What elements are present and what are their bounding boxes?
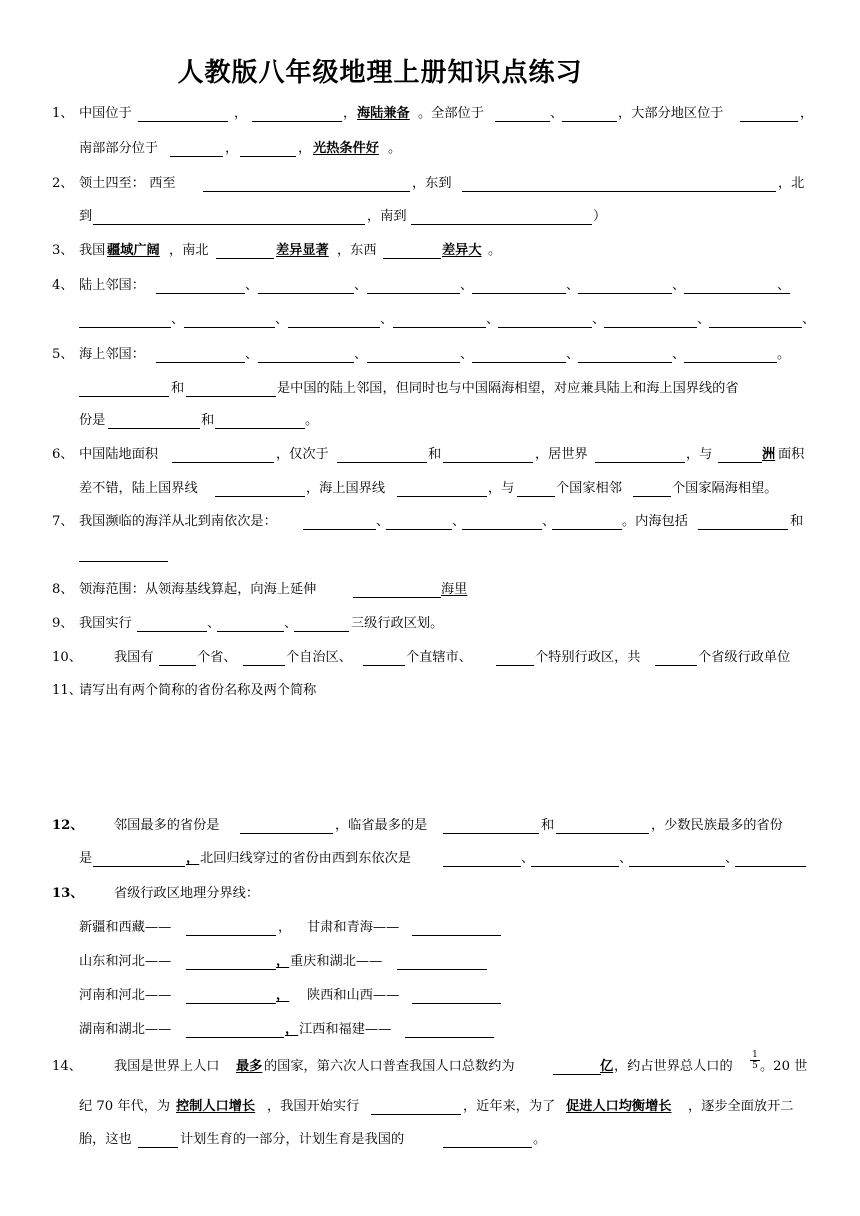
- q6-blank-9[interactable]: [633, 479, 671, 497]
- q4-line2: [0, 310, 860, 330]
- q14-text-j: ，近年来，为了: [463, 1099, 556, 1114]
- q11-text-a: 请写出有两个简称的省份名称及两个简称: [79, 683, 317, 698]
- q9-blank-3[interactable]: [294, 614, 349, 632]
- q5-blank-1[interactable]: [156, 345, 245, 363]
- q12-blank-6[interactable]: [531, 849, 619, 867]
- q9-text-b: 三级行政区划。: [351, 616, 444, 631]
- q6-blank-1[interactable]: [172, 445, 274, 463]
- q3-keyword-ns: 差异显著: [276, 243, 329, 258]
- q10-text-a: 我国有: [114, 650, 154, 665]
- q3-line: [0, 241, 860, 261]
- q12-line1: [0, 816, 860, 836]
- q4-sep: 、: [275, 312, 289, 327]
- q2-text-a: 领土四至： 西至: [79, 176, 176, 191]
- q5-blank-5[interactable]: [578, 345, 672, 363]
- q4-line1: [0, 276, 860, 296]
- q4-blank-6[interactable]: [684, 276, 777, 294]
- q2-text-f: ）: [593, 209, 607, 224]
- q8-number: 8、: [52, 582, 74, 597]
- q13-blank-4[interactable]: [397, 952, 487, 970]
- q10-text-f: 个省级行政单位: [698, 650, 791, 665]
- q9-number: 9、: [52, 616, 74, 631]
- q13-row-left: 河南和河北——: [79, 988, 172, 1003]
- q14-blank-1[interactable]: [553, 1057, 601, 1075]
- q10-blank-3[interactable]: [363, 648, 405, 666]
- q5-blank-7[interactable]: [79, 379, 169, 397]
- q13-blank-2[interactable]: [412, 918, 501, 936]
- q9-line: [0, 614, 860, 634]
- q7-blank-3[interactable]: [462, 512, 542, 530]
- q1-blank-6[interactable]: [170, 139, 223, 157]
- q13-blank-5[interactable]: [186, 986, 276, 1004]
- q5-blank-8[interactable]: [186, 379, 276, 397]
- q1-text-i: ，: [298, 141, 312, 156]
- q14-text-n: 计划生育的一部分，计划生育是我国的: [180, 1132, 405, 1147]
- q14-text-c: 的国家，第六次人口普查我国人口总数约为: [264, 1059, 515, 1074]
- q13-row-left: 山东和河北——: [79, 954, 172, 969]
- q5-end: 。: [777, 347, 791, 362]
- q5-line3: [0, 411, 860, 431]
- q6-blank-4[interactable]: [595, 445, 685, 463]
- q2-line2: [0, 207, 860, 227]
- q1-text-a: 中国位于: [79, 106, 132, 121]
- q14-keyword-yi: 亿: [600, 1059, 614, 1074]
- q14-fraction-denominator: 5: [752, 1061, 758, 1071]
- q4-sep: 、: [354, 278, 368, 293]
- q14-line3: [0, 1130, 860, 1150]
- q1-text-k: 。: [388, 141, 402, 156]
- q6-text-i: ，海上国界线: [306, 481, 386, 496]
- q7-blank-6[interactable]: [79, 544, 168, 562]
- q7-blank-5[interactable]: [698, 512, 788, 530]
- q5-text-c: 是中国的陆上邻国，但同时也与中国隔海相望，对应兼具陆上和海上国界线的省: [277, 381, 739, 396]
- q4-blank-11[interactable]: [498, 310, 592, 328]
- q5-blank-10[interactable]: [215, 411, 305, 429]
- q8-line: [0, 580, 860, 600]
- q6-text-j: ，与: [488, 481, 515, 496]
- q2-blank-west[interactable]: [203, 174, 410, 192]
- q13-row-left: 湖南和湖北——: [79, 1022, 172, 1037]
- q7-number: 7、: [52, 514, 74, 529]
- q13-row: [0, 986, 860, 1006]
- q4-blank-7[interactable]: [79, 310, 171, 328]
- q2-blank-north[interactable]: [93, 207, 365, 225]
- q6-text-e: ，与: [686, 447, 713, 462]
- q3-text-c: ，南北: [169, 243, 209, 258]
- q1-line2: [0, 139, 860, 159]
- q12-number: 12、: [52, 818, 84, 833]
- q5-sep: 、: [245, 347, 259, 362]
- q1-number: 1、: [52, 106, 74, 121]
- q5-text-e: 和: [201, 413, 215, 428]
- q7-blank-2[interactable]: [386, 512, 452, 530]
- q12-text-g: 北回归线穿过的省份由西到东依次是: [200, 851, 411, 866]
- q6-text-k: 个国家相邻: [556, 481, 622, 496]
- q1-comma-2: ，: [343, 106, 357, 121]
- q13-row-right: 江西和福建——: [299, 1022, 392, 1037]
- q10-text-d: 个直辖市、: [406, 650, 472, 665]
- q6-line2: [0, 479, 860, 499]
- q5-blank-6[interactable]: [684, 345, 777, 363]
- q4-sep: 、: [460, 278, 474, 293]
- q7-blank-4[interactable]: [552, 512, 622, 530]
- q2-text-c: ，北: [778, 176, 805, 191]
- q7-line1: [0, 512, 860, 532]
- q4-text-a: 陆上邻国：: [79, 278, 145, 293]
- q5-sep: 、: [672, 347, 686, 362]
- q1-blank-7[interactable]: [240, 139, 296, 157]
- q1-text-h: ，: [225, 141, 239, 156]
- q13-row-left: 新疆和西藏——: [79, 920, 172, 935]
- q2-blank-south[interactable]: [411, 207, 592, 225]
- q4-blank-1[interactable]: [156, 276, 245, 294]
- q5-blank-3[interactable]: [367, 345, 460, 363]
- q9-sep: 、: [207, 616, 221, 631]
- q14-blank-4[interactable]: [443, 1130, 532, 1148]
- q14-text-l: ，逐步全面放开二: [688, 1099, 794, 1114]
- q7-line2: [0, 544, 860, 564]
- q6-blank-7[interactable]: [397, 479, 487, 497]
- q6-number: 6、: [52, 447, 74, 462]
- q6-blank-6[interactable]: [215, 479, 305, 497]
- q4-blank-9[interactable]: [288, 310, 380, 328]
- q4-sep: 、: [672, 278, 686, 293]
- q10-text-e: 个特别行政区，共: [535, 650, 641, 665]
- q4-blank-13[interactable]: [709, 310, 802, 328]
- q1-sep-d: 、: [550, 106, 564, 121]
- q8-text-b: 海里: [441, 582, 468, 597]
- q10-text-b: 个省、: [197, 650, 237, 665]
- q4-blank-10[interactable]: [393, 310, 486, 328]
- q4-blank-5[interactable]: [578, 276, 672, 294]
- q2-blank-east[interactable]: [462, 174, 776, 192]
- q1-line1: [0, 104, 860, 124]
- q8-text-a: 领海范围：从领海基线算起，向海上延伸: [79, 582, 317, 597]
- q1-blank-4[interactable]: [562, 104, 617, 122]
- q6-blank-2[interactable]: [337, 445, 427, 463]
- q1-keyword-light-heat: 光热条件好: [313, 141, 379, 156]
- q13-blank-7[interactable]: [186, 1020, 284, 1038]
- q13-row-mid: ，: [285, 1022, 299, 1037]
- q14-text-e: ，约占世界总人口的: [614, 1059, 733, 1074]
- q1-blank-2[interactable]: [252, 104, 342, 122]
- q6-text-h: 差不错，陆上国界线: [79, 481, 198, 496]
- q12-blank-4[interactable]: [93, 849, 185, 867]
- q1-blank-5[interactable]: [740, 104, 798, 122]
- q10-number: 10、: [52, 650, 82, 665]
- q3-keyword-vast: 疆域广阔: [107, 243, 160, 258]
- q6-keyword-continent: 洲: [762, 447, 776, 462]
- q13-row-mid: ，: [276, 954, 290, 969]
- q4-sep: 、: [777, 278, 791, 293]
- q6-text-b: ，仅次于: [276, 447, 329, 462]
- q3-text-g: 。: [488, 243, 502, 258]
- q4-sep: 、: [486, 312, 500, 327]
- q2-text-e: ，南到: [367, 209, 407, 224]
- q7-text-c: 和: [790, 514, 804, 529]
- q10-line: [0, 648, 860, 668]
- q3-blank-1[interactable]: [216, 241, 274, 259]
- q2-text-b: ，东到: [412, 176, 452, 191]
- page-title: 人教版八年级地理上册知识点练习: [177, 58, 583, 88]
- q5-sep: 、: [354, 347, 368, 362]
- q5-line2: [0, 379, 860, 399]
- q6-blank-3[interactable]: [443, 445, 533, 463]
- q7-blank-1[interactable]: [303, 512, 376, 530]
- q3-number: 3、: [52, 243, 74, 258]
- q4-blank-8[interactable]: [184, 310, 275, 328]
- q14-text-g: 纪 70 年代，为: [79, 1099, 171, 1114]
- q14-line2: [0, 1097, 860, 1117]
- q14-fraction-numerator: 1: [750, 1051, 760, 1061]
- q5-number: 5、: [52, 347, 74, 362]
- q12-blank-3[interactable]: [556, 816, 649, 834]
- q13-number: 13、: [52, 886, 84, 901]
- q5-text-f: 。: [305, 413, 319, 428]
- q5-line1: [0, 345, 860, 365]
- q12-text-f: ，: [186, 851, 200, 866]
- q4-blank-3[interactable]: [367, 276, 460, 294]
- q1-comma-1: ，: [234, 106, 248, 121]
- q13-blank-1[interactable]: [186, 918, 276, 936]
- q11-line: [0, 681, 860, 701]
- q4-blank-2[interactable]: [258, 276, 354, 294]
- q6-text-c: 和: [428, 447, 442, 462]
- q5-sep: 、: [460, 347, 474, 362]
- q1-blank-1[interactable]: [138, 104, 228, 122]
- q6-text-g: 面积: [778, 447, 805, 462]
- q4-sep: 、: [592, 312, 606, 327]
- q2-line1: [0, 174, 860, 194]
- q14-blank-2[interactable]: [371, 1097, 461, 1115]
- q4-sep: 、: [697, 312, 711, 327]
- q13-text-a: 省级行政区地理分界线：: [114, 886, 260, 901]
- q12-text-e: 是: [79, 851, 93, 866]
- q7-text-b: 。内海包括: [622, 514, 688, 529]
- q4-sep: 、: [380, 312, 394, 327]
- q6-text-d: ，居世界: [535, 447, 588, 462]
- q6-text-l: 个国家隔海相望。: [672, 481, 778, 496]
- q12-line2: [0, 849, 860, 869]
- q5-text-a: 海上邻国：: [79, 347, 145, 362]
- q12-blank-5[interactable]: [443, 849, 521, 867]
- q9-blank-2[interactable]: [217, 614, 284, 632]
- q13-blank-6[interactable]: [412, 986, 501, 1004]
- q8-blank-1[interactable]: [353, 580, 441, 598]
- q3-keyword-ew: 差异大: [442, 243, 482, 258]
- q9-sep: 、: [284, 616, 298, 631]
- q4-blank-tail: [777, 276, 790, 294]
- q14-text-f: 。20 世: [760, 1059, 808, 1074]
- q4-blank-4[interactable]: [472, 276, 566, 294]
- q6-blank-8[interactable]: [517, 479, 555, 497]
- q14-line1: [0, 1050, 860, 1077]
- q1-text-f: ，: [800, 106, 814, 121]
- q13-row-right: 重庆和湖北——: [290, 954, 383, 969]
- q13-line-head: [0, 884, 860, 904]
- q12-sep: 、: [725, 851, 739, 866]
- q10-blank-4[interactable]: [496, 648, 534, 666]
- q13-row-right: 陕西和山西——: [307, 988, 400, 1003]
- q2-text-d: 到: [79, 209, 93, 224]
- q13-row-right: 甘肃和青海——: [307, 920, 400, 935]
- q7-text-a: 我国濒临的海洋从北到南依次是：: [79, 514, 277, 529]
- q14-keyword-balance: 促进人口均衡增长: [566, 1099, 672, 1114]
- q12-blank-8[interactable]: [735, 849, 806, 867]
- q9-text-a: 我国实行: [79, 616, 132, 631]
- q6-blank-5[interactable]: [718, 445, 762, 463]
- q1-keyword-sea-land: 海陆兼备: [357, 106, 410, 121]
- q12-blank-2[interactable]: [443, 816, 539, 834]
- q3-text-e: ，东西: [337, 243, 377, 258]
- q12-text-c: 和: [541, 818, 555, 833]
- q5-blank-9[interactable]: [108, 411, 200, 429]
- q12-blank-1[interactable]: [240, 816, 333, 834]
- q13-row: [0, 1020, 860, 1040]
- q13-blank-8[interactable]: [405, 1020, 494, 1038]
- q10-blank-1[interactable]: [159, 648, 196, 666]
- q4-number: 4、: [52, 278, 74, 293]
- q2-number: 2、: [52, 176, 74, 191]
- q4-sep: 、: [802, 312, 816, 327]
- q10-blank-2[interactable]: [243, 648, 285, 666]
- q9-blank-1[interactable]: [137, 614, 207, 632]
- q6-text-a: 中国陆地面积: [79, 447, 159, 462]
- q13-blank-3[interactable]: [186, 952, 276, 970]
- q13-row-mid: ，: [278, 920, 292, 935]
- q1-text-e: ，大部分地区位于: [618, 106, 724, 121]
- q11-number: 11、: [52, 683, 82, 698]
- q5-sep: 、: [566, 347, 580, 362]
- q14-text-o: 。: [533, 1132, 547, 1147]
- q14-keyword-most: 最多: [236, 1059, 263, 1074]
- q13-row-mid: ，: [276, 988, 290, 1003]
- q5-text-b: 和: [171, 381, 185, 396]
- q12-blank-7[interactable]: [629, 849, 725, 867]
- q7-sep: 、: [542, 514, 556, 529]
- q1-text-g: 南部部分位于: [79, 141, 159, 156]
- q6-line1: [0, 445, 860, 465]
- q3-text-a: 我国: [79, 243, 106, 258]
- q4-blank-12[interactable]: [604, 310, 697, 328]
- q12-sep: 、: [521, 851, 535, 866]
- q12-text-b: ，临省最多的是: [335, 818, 428, 833]
- q13-row: [0, 952, 860, 972]
- q14-text-i: ，我国开始实行: [267, 1099, 360, 1114]
- q13-row: [0, 918, 860, 938]
- q4-sep: 、: [171, 312, 185, 327]
- q12-text-d: ，少数民族最多的省份: [651, 818, 783, 833]
- q14-text-a: 我国是世界上人口: [114, 1059, 220, 1074]
- q10-blank-5[interactable]: [655, 648, 697, 666]
- q14-keyword-control: 控制人口增长: [176, 1099, 256, 1114]
- q3-blank-2[interactable]: [383, 241, 441, 259]
- q7-sep: 、: [452, 514, 466, 529]
- q5-blank-2[interactable]: [258, 345, 354, 363]
- q12-text-a: 邻国最多的省份是: [114, 818, 220, 833]
- q10-text-c: 个自治区、: [286, 650, 352, 665]
- q7-sep: 、: [376, 514, 390, 529]
- q14-number: 14、: [52, 1059, 82, 1074]
- q1-blank-3[interactable]: [495, 104, 550, 122]
- q14-text-m: 胎，这也: [79, 1132, 132, 1147]
- q14-blank-3[interactable]: [138, 1130, 178, 1148]
- q5-text-d: 份是: [79, 413, 106, 428]
- q4-sep: 、: [245, 278, 259, 293]
- q1-text-c: 。全部位于: [418, 106, 484, 121]
- q5-blank-4[interactable]: [472, 345, 566, 363]
- q12-sep: 、: [619, 851, 633, 866]
- q4-sep: 、: [566, 278, 580, 293]
